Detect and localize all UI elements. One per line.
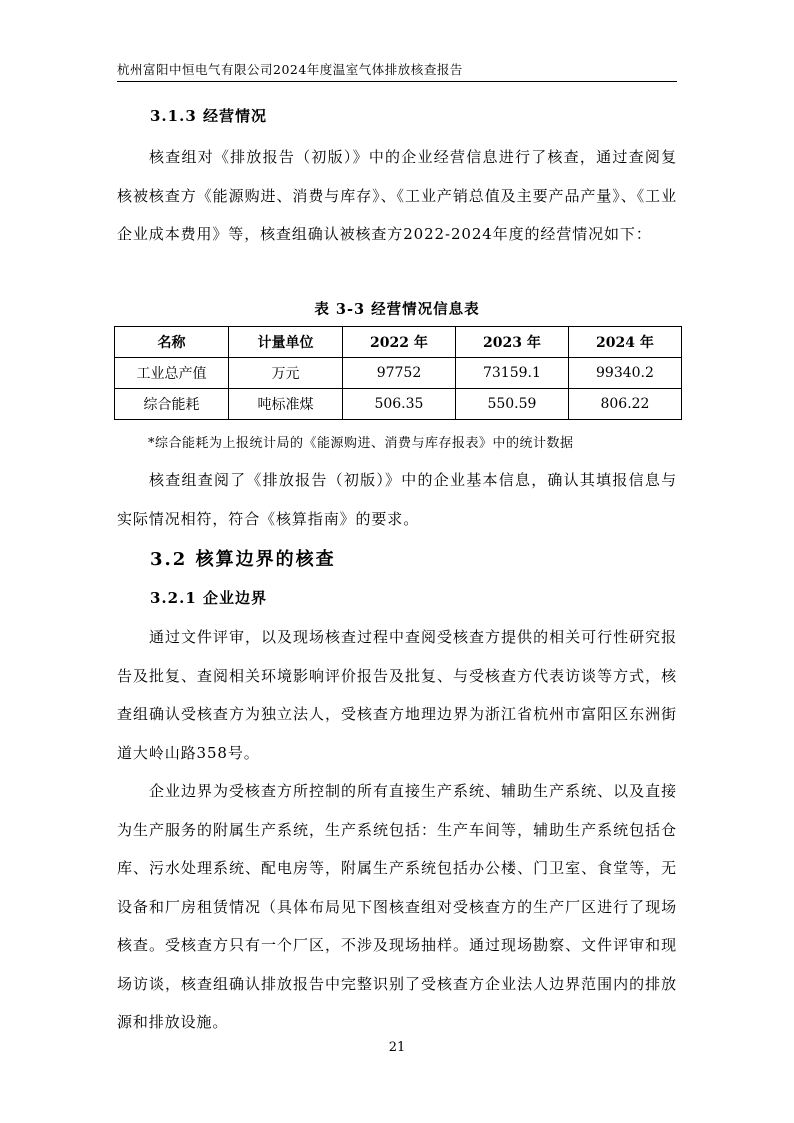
- table-cell: 吨标准煤: [229, 389, 343, 420]
- table-cell: 工业总产值: [115, 358, 229, 389]
- table-cell: 73159.1: [455, 358, 568, 389]
- table-cell: 506.35: [343, 389, 456, 420]
- basic-info-paragraph: 核查组查阅了《排放报告（初版）》中的企业基本信息，确认其填报信息与实际情况相符，符合《核算指南》的要求。: [117, 471, 677, 528]
- table-cell: 万元: [229, 358, 343, 389]
- header-divider: [117, 81, 677, 82]
- table-cell: 99340.2: [568, 358, 681, 389]
- table-cell: 97752: [343, 358, 456, 389]
- table-header-row: [115, 327, 682, 358]
- table-row: [115, 358, 682, 389]
- col-header-2022: 2022 年: [343, 327, 456, 358]
- col-header-2023: 2023 年: [455, 327, 568, 358]
- table-cell: 综合能耗: [115, 389, 229, 420]
- enterprise-boundary-paragraph-1: 通过文件评审，以及现场核查过程中查阅受核查方提供的相关可行性研究报告及批复、查阅相关环境影响评价报告及批复、与受核查方代表访谈等方式，核查组确认受核查方为独立法人，受核查方地理边界为浙江省杭州市富阳区东洲街道大岭山路358号。: [117, 628, 677, 762]
- operation-info-table: [114, 326, 682, 420]
- operation-paragraph: 核查组对《排放报告（初版）》中的企业经营信息进行了核查，通过查阅复核被核查方《能源购进、消费与库存》、《工业产销总值及主要产品产量》、《工业企业成本费用》等，核查组确认被核查方2022-2024年度的经营情况如下：: [117, 148, 677, 243]
- col-header-unit: 计量单位: [229, 327, 343, 358]
- section-heading-3-2: 3.2 核算边界的核查: [150, 549, 336, 570]
- col-header-name: 名称: [115, 327, 229, 358]
- table-note: *综合能耗为上报统计局的《能源购进、消费与库存报表》中的统计数据: [148, 436, 574, 451]
- col-header-2024: 2024 年: [568, 327, 681, 358]
- section-heading-3-2-1: 3.2.1 企业边界: [150, 589, 267, 607]
- table-cell: 550.59: [455, 389, 568, 420]
- table-caption: 表 3-3 经营情况信息表: [314, 301, 480, 318]
- table-row: [115, 389, 682, 420]
- section-heading-3-1-3: 3.1.3 经营情况: [150, 107, 267, 125]
- page-number: 21: [388, 1040, 406, 1055]
- table-cell: 806.22: [568, 389, 681, 420]
- enterprise-boundary-paragraph-2: 企业边界为受核查方所控制的所有直接生产系统、辅助生产系统、以及直接为生产服务的附属生产系统，生产系统包括：生产车间等，辅助生产系统包括仓库、污水处理系统、配电房等，附属生产系统包括办公楼、门卫室、食堂等，无设备和厂房租赁情况（具体布局见下图核查组对受核查方的生产厂区进行了现场核查。受核查方只有一个厂区，不涉及现场抽样。通过现场勘察、文件评审和现场访谈，核查组确认排放报告中完整识别了受核查方企业法人边界范围内的排放源和排放设施。: [117, 782, 677, 1031]
- page-header: 杭州富阳中恒电气有限公司2024年度温室气体排放核查报告: [117, 62, 463, 77]
